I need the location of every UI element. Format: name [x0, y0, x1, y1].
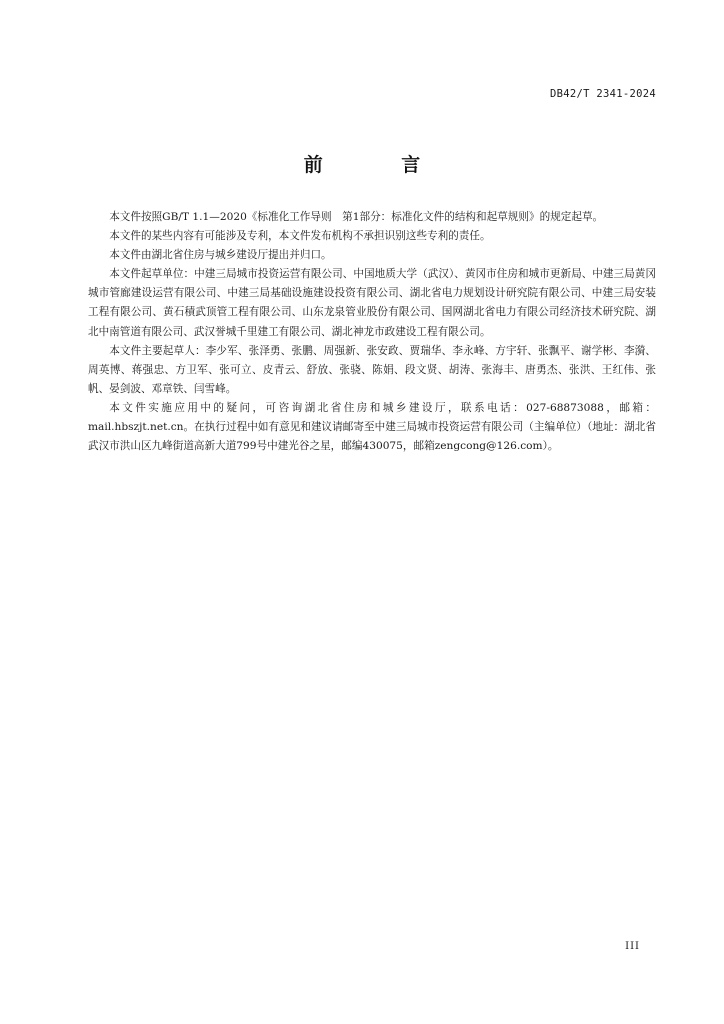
- foreword-body: [88, 208, 656, 456]
- paragraph-drafting-units: 本文件起草单位：中建三局城市投资运营有限公司、中国地质大学（武汉）、黄冈市住房和城市更新局、中建三局黄冈城市管廊建设运营有限公司、中建三局基础设施建设投资有限公司、湖北省电力规划设计研究院有限公司、中建三局安装工程有限公司、黄石積武顶管工程有限公司、山东龙泉管业股份有限公司、国网湖北省电力有限公司经济技术研究院、湖北中南管道有限公司、武汉誉城千里建工有限公司、湖北神龙市政建设工程有限公司。: [88, 268, 656, 338]
- paragraph-patent-notice: 本文件的某些内容有可能涉及专利，本文件发布机构不承担识别这些专利的责任。: [109, 230, 491, 243]
- paragraph-drafters: 本文件主要起草人：李少军、张泽勇、张鹏、周强新、张安政、贾瑞华、李永峰、方宇轩、张飘平、谢学彬、李漪、周英博、蒋强忠、方卫军、张可立、皮青云、舒放、张骁、陈娟、段文贤、胡涛、张海丰、唐勇杰、张洪、王红伟、张帆、晏剑波、邓章铁、闫雪峰。: [88, 344, 656, 395]
- page-title: 前 言: [303, 154, 457, 176]
- document-code: DB42/T 2341-2024: [550, 88, 656, 100]
- paragraph-contact: 本文件实施应用中的疑问，可咨询湖北省住房和城乡建设厅，联系电话：027-68873088，邮箱：mail.hbszjt.net.cn。在执行过程中如有意见和建议请邮寄至中建三局城市投资运营有限公司（主编单位）（地址：湖北省武汉市洪山区九峰街道高新大道799号中建光谷之星，邮编430075，邮箱zengcong@126.com）。: [88, 401, 656, 453]
- paragraph-proposer: 本文件由湖北省住房与城乡建设厅提出并归口。: [109, 249, 332, 262]
- page-number: III: [625, 941, 640, 952]
- paragraph-drafting-rules: 本文件按照GB/T 1.1—2020《标准化工作导则 第1部分：标准化文件的结构和起草规则》的规定起草。: [109, 211, 604, 223]
